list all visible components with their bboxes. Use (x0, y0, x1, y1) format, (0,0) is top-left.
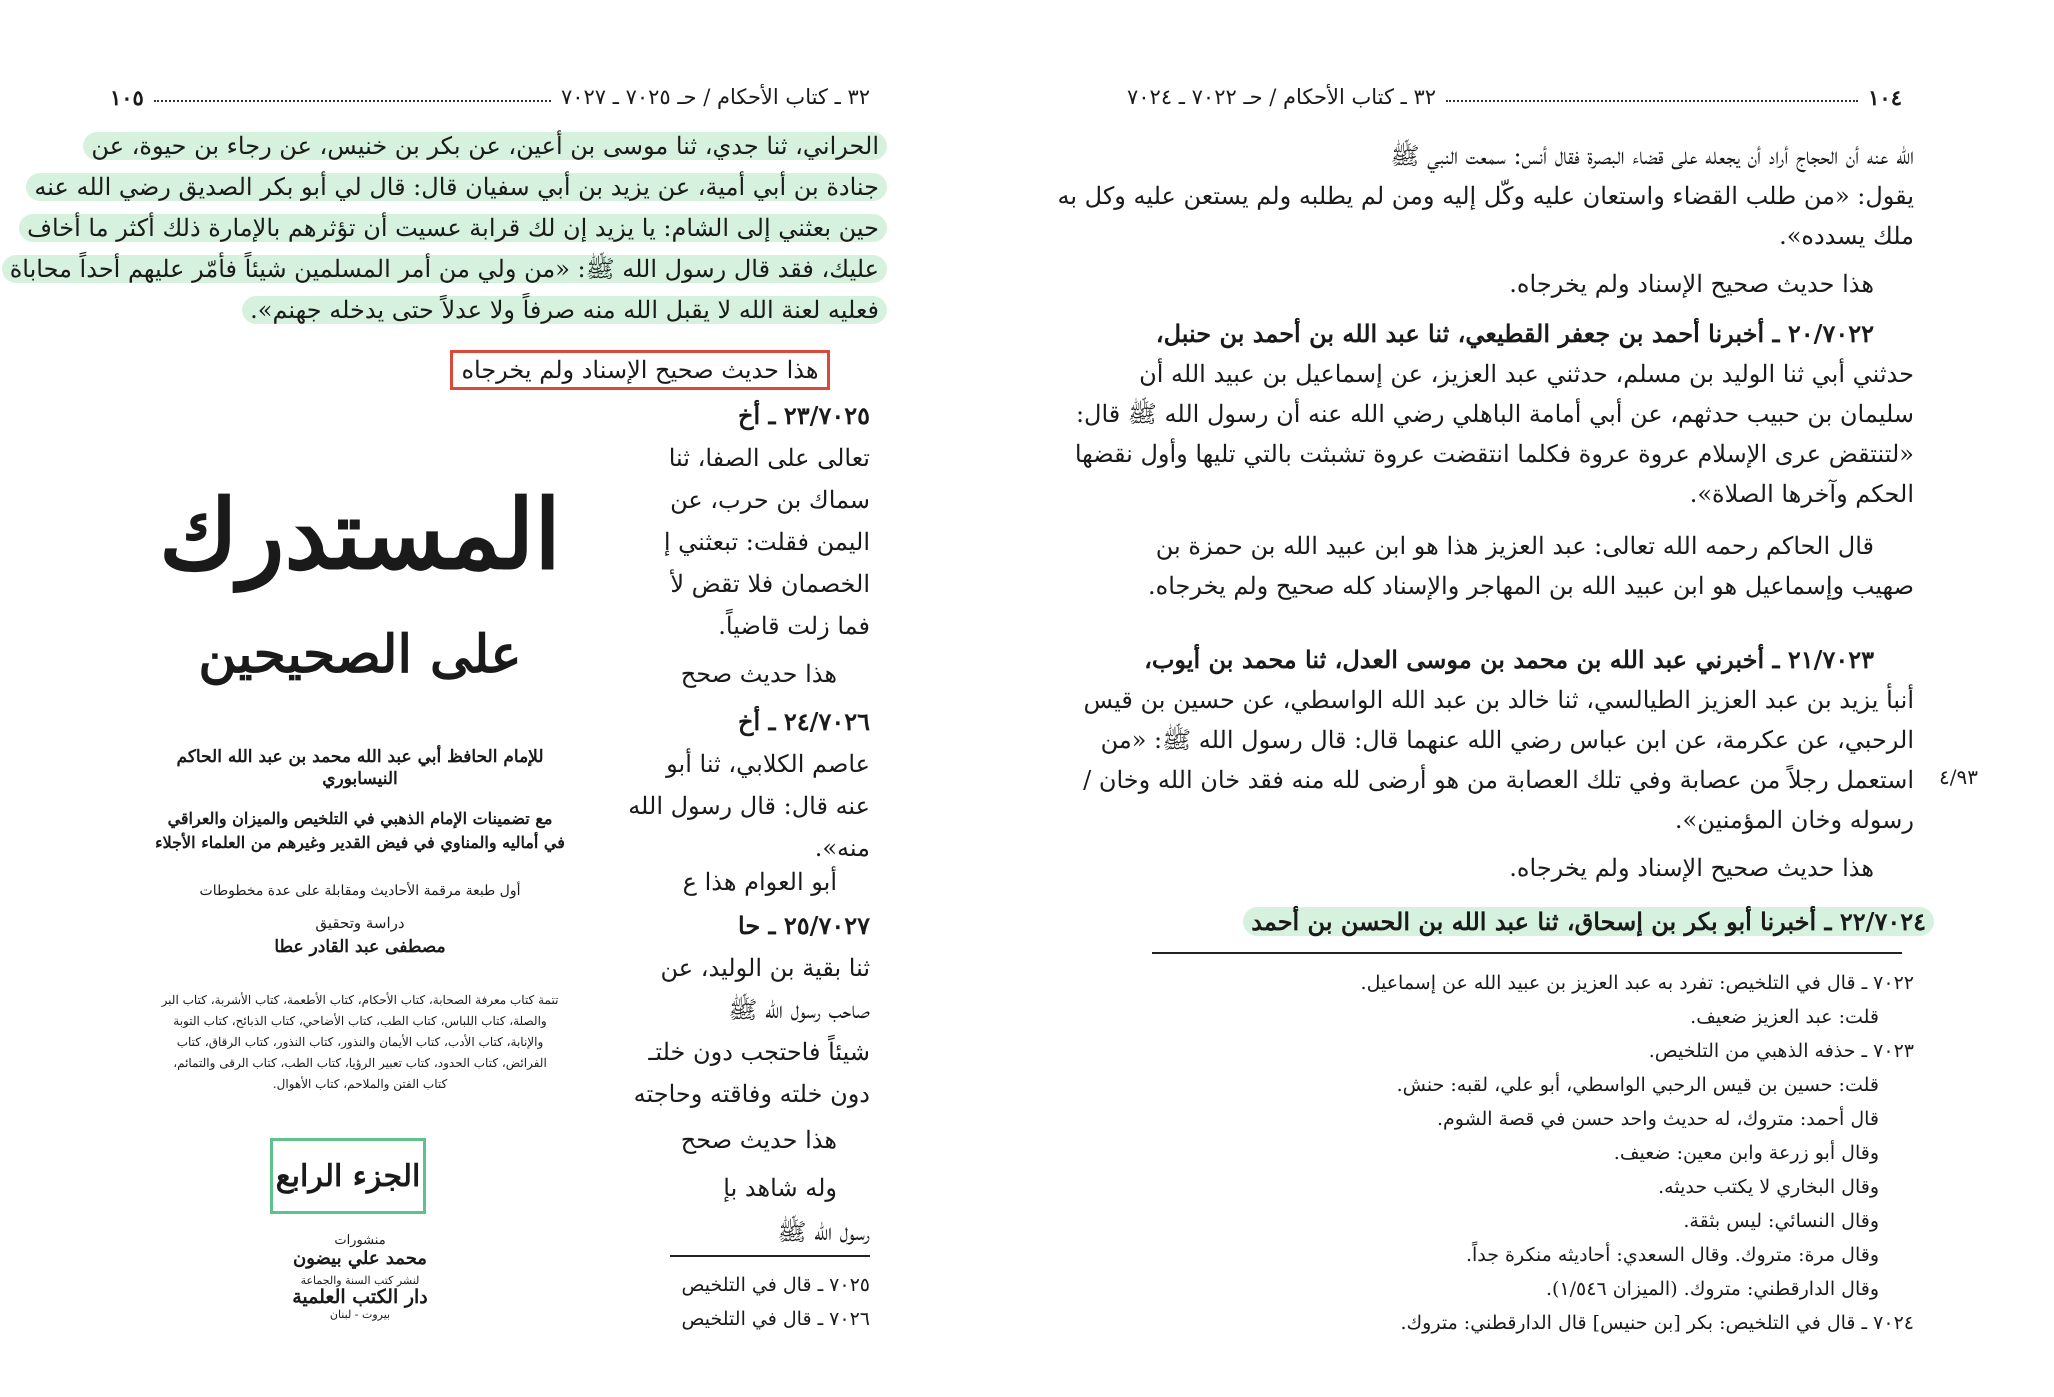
text-line: الخصمان فلا تقض لأ (670, 570, 870, 598)
text-line: جنادة بن أبي أمية، عن يزيد بن أبي سفيان قال: قال لي أبو بكر الصديق رضي الله عنه (26, 167, 887, 207)
footnote: وقال الدارقطني: متروك. (الميزان ١/٥٤٦). (1545, 1278, 1879, 1300)
header-dots (1446, 100, 1858, 102)
hadith-line: ٢١/٧٠٢٣ ـ أخبرني عبد الله بن محمد بن موسى العدل، ثنا محمد بن أيوب، (1144, 645, 1874, 674)
cover-study-label: دراسة وتحقيق (315, 914, 405, 932)
footnote: ٧٠٢٢ ـ قال في التلخيص: تفرد به عبد العزيز بن عبيد الله عن إسماعيل. (1360, 972, 1914, 994)
cover-subtitle: على الصحيحين (198, 624, 522, 685)
page-header (1127, 82, 1902, 112)
text-line: عليك، فقد قال رسول الله ﷺ: «من ولي من أمر المسلمين شيئاً فأمّر عليهم أحداً محاباة (2, 249, 887, 289)
cover-contents-line: كتاب الفتن والملاحم، كتاب الأهوال. (272, 1077, 448, 1091)
book-cover (140, 470, 580, 1320)
cover-contents-line: تتمة كتاب معرفة الصحابة، كتاب الأحكام، كتاب الأطعمة، كتاب الأشربة، كتاب البر (161, 993, 559, 1007)
text-line: الله عنه أن الحجاج أراد أن يجعله على قضاء البصرة فقال أنس: سمعت النبي ﷺ (1390, 142, 1914, 170)
verdict-line: هذا حديث صحيح الإسناد ولم يخرجاه. (1509, 854, 1874, 882)
boxed-verdict: هذا حديث صحيح الإسناد ولم يخرجاه (360, 350, 920, 390)
hadith-number: ٢٥/٧٠٢٧ ـ حا (738, 911, 870, 940)
header-dots (154, 100, 551, 102)
cover-description: في أماليه والمناوي في فيض القدير وغيرهم من العلماء الأجلاء (155, 833, 565, 852)
text-line: ثنا بقية بن الوليد، عن (660, 954, 870, 982)
text-line: الرحبي، عن عكرمة، عن ابن عباس رضي الله عنهما قال: قال رسول الله ﷺ: «من (1100, 726, 1914, 754)
text-line: فعليه لعنة الله لا يقبل الله منه صرفاً ولا عدلاً حتى يدخله جهنم». (242, 290, 887, 330)
volume-box: الجزء الرابع (270, 1138, 426, 1214)
text-line: منه». (814, 834, 870, 862)
margin-page-reference: ٤/٩٣ (1939, 765, 1978, 789)
text-line: دون خلته وفاقته وحاجته (633, 1080, 870, 1108)
publisher-city: بيروت - لبنان (329, 1308, 391, 1321)
text-line: صاحب رسول الله ﷺ (728, 996, 870, 1024)
footnote: ٧٠٢٣ ـ حذفه الذهبي من التلخيص. (1648, 1040, 1914, 1062)
publisher-tag: لنشر كتب السنة والجماعة (300, 1274, 420, 1287)
text-line: ملك يسدده». (1779, 222, 1914, 250)
footnote: قلت: عبد العزيز ضعيف. (1690, 1006, 1879, 1028)
text-line: قال الحاكم رحمه الله تعالى: عبد العزيز هذا هو ابن عبيد الله بن حمزة بن (1155, 532, 1874, 560)
header-title: ٣٢ ـ كتاب الأحكام / حـ ٧٠٢٢ ـ ٧٠٢٤ (1127, 85, 1437, 109)
text-line: أبو العوام هذا ع (682, 868, 837, 896)
text-line: الحكم وآخرها الصلاة». (1689, 480, 1914, 508)
text-line: يقول: «من طلب القضاء واستعان عليه وكّل إليه ومن لم يطلبه ولم يستعن عليه وكل به (1057, 182, 1914, 210)
text-line: الحراني، ثنا جدي، ثنا موسى بن أعين، عن بكر بن خنيس، عن رجاء بن حيوة، عن (83, 126, 887, 166)
text-line: حدثني أبي ثنا الوليد بن مسلم، حدثني عبد العزيز، عن إسماعيل بن عبيد الله أن (1139, 360, 1914, 388)
text-line: رسول الله ﷺ (777, 1218, 870, 1246)
text-line: تعالى على الصفا، ثنا (668, 444, 870, 472)
footnote: وقال النسائي: ليس بثقة. (1683, 1210, 1879, 1232)
cover-author: للإمام الحافظ أبي عبد الله محمد بن عبد الله الحاكم النيسابوري (176, 747, 544, 789)
page-header (110, 82, 870, 112)
text-line: سليمان بن حبيب حدثهم، عن أبي أمامة الباهلي رضي الله عنه أن رسول الله ﷺ قال: (1075, 400, 1914, 428)
text-line: هذا حديث صحح (680, 660, 837, 688)
text-line: عنه قال: قال رسول الله (628, 792, 870, 820)
footnote-rule (670, 1255, 870, 1257)
cover-contents-line: والإنابة، كتاب الأدب، كتاب الأيمان والنذور، كتاب النذور، كتاب الرقاق، كتاب (176, 1035, 544, 1049)
footnote-rule (1152, 952, 1902, 954)
cover-description: مع تضمينات الإمام الذهبي في التلخيص والميزان والعراقي (167, 809, 553, 828)
publisher-house: دار الكتب العلمية (292, 1286, 428, 1308)
text-line: عاصم الكلابي، ثنا أبو (666, 750, 870, 778)
text-line: صهيب وإسماعيل هو ابن عبيد الله بن المهاجر والإسناد كله صحيح ولم يخرجاه. (1148, 572, 1914, 600)
page-number: ١٠٤ (1868, 84, 1902, 110)
hadith-number: ٢٣/٧٠٢٥ ـ أخ (737, 401, 870, 430)
footnote: ٧٠٢٤ ـ قال في التلخيص: بكر [بن حنيس] قال الدارقطني: متروك. (1400, 1312, 1914, 1334)
footnote: قال أحمد: متروك، له حديث واحد حسن في قصة الشوم. (1436, 1108, 1879, 1130)
text-line: حين بعثني إلى الشام: يا يزيد إن لك قرابة عسيت أن تؤثرهم بالإمارة ذلك أكثر ما أخاف (19, 208, 887, 248)
right-page (1027, 0, 2054, 1397)
text-line: شيئاً فاحتجب دون خلتـ (648, 1038, 870, 1066)
hadith-line: ٢٠/٧٠٢٢ ـ أخبرنا أحمد بن جعفر القطيعي، ثنا عبد الله بن أحمد بن حنبل، (1155, 319, 1874, 348)
highlighted-hadith-line: ٢٢/٧٠٢٤ ـ أخبرنا أبو بكر بن إسحاق، ثنا عبد الله بن الحسن بن أحمد (1243, 902, 1934, 942)
text-line: اليمن فقلت: تبعثني إ (663, 528, 870, 556)
cover-edition: أول طبعة مرقمة الأحاديث ومقابلة على عدة مخطوطات (199, 883, 521, 899)
cover-contents-line: الفرائض، كتاب الحدود، كتاب تعبير الرؤيا، كتاب الطب، كتاب الرقى والتمائم، (173, 1056, 547, 1070)
text-line: فما زلت قاضياً. (718, 612, 870, 640)
text-line: رسوله وخان المؤمنين». (1674, 806, 1914, 834)
footnote: وقال البخاري لا يكتب حديثه. (1658, 1176, 1879, 1198)
cover-title: المستدرك (159, 478, 561, 591)
header-title: ٣٢ ـ كتاب الأحكام / حـ ٧٠٢٥ ـ ٧٠٢٧ (560, 85, 870, 109)
text-line: أنبأ يزيد بن عبد العزيز الطيالسي، ثنا خالد بن عبد الله الواسطي، عن حسين بن قيس (1083, 686, 1914, 714)
footnote: وقال مرة: متروك. وقال السعدي: أحاديثه منكرة جداً. (1465, 1244, 1879, 1266)
text-line: سماك بن حرب، عن (670, 486, 870, 514)
hadith-number: ٢٤/٧٠٢٦ ـ أخ (737, 707, 870, 736)
cover-contents-line: والصلة، كتاب اللباس، كتاب الطب، كتاب الأضاحي، كتاب الذبائح، كتاب التوبة (173, 1014, 547, 1028)
cover-editor: مصطفى عبد القادر عطا (274, 937, 446, 957)
text-line: «لتنتقض عرى الإسلام عروة عروة فكلما انتقضت عروة تشبثت بالتي تليها وأول نقضها (1074, 440, 1914, 468)
text-line: هذا حديث صحح (680, 1126, 837, 1154)
publisher-name: محمد علي بيضون (293, 1248, 427, 1269)
publisher-label: منشورات (334, 1233, 386, 1248)
text-line: وله شاهد بإ (723, 1174, 837, 1202)
footnote: قلت: حسين بن قيس الرحبي الواسطي، أبو علي، لقبه: حنش. (1396, 1074, 1879, 1096)
verdict-line: هذا حديث صحيح الإسناد ولم يخرجاه. (1509, 270, 1874, 298)
page-number: ١٠٥ (110, 84, 144, 110)
footnote: ٧٠٢٥ ـ قال في التلخيص (681, 1274, 870, 1296)
text-line: استعمل رجلاً من عصابة وفي تلك العصابة من هو أرضى لله منه فقد خان الله وخان / (1083, 766, 1914, 794)
footnote: ٧٠٢٦ ـ قال في التلخيص (681, 1308, 870, 1330)
footnote: وقال أبو زرعة وابن معين: ضعيف. (1613, 1142, 1879, 1164)
